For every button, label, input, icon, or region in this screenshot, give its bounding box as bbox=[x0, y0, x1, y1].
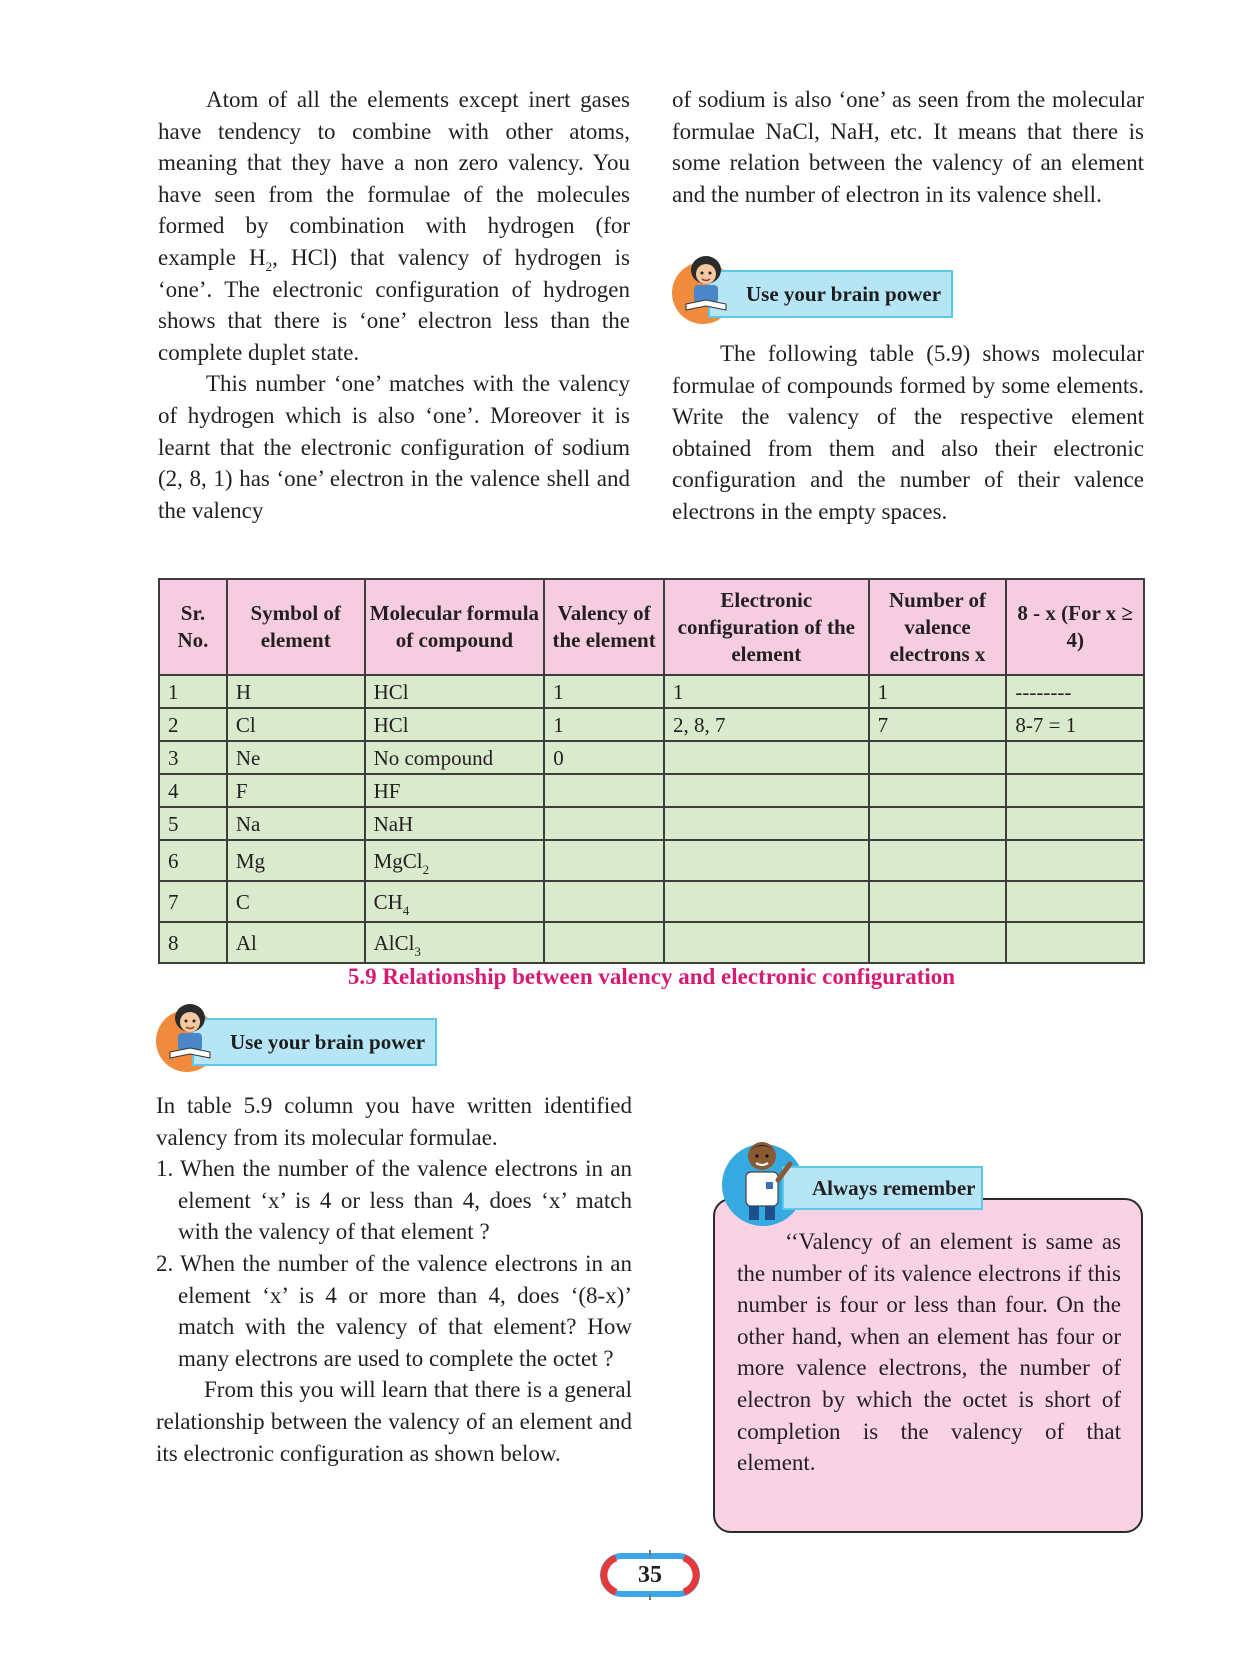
left-intro-column bbox=[158, 84, 630, 526]
cell-symbol: Al bbox=[227, 922, 365, 963]
cell-formula: No compound bbox=[365, 741, 545, 774]
cell-sr-no: 7 bbox=[159, 881, 227, 922]
cell-sr-no: 1 bbox=[159, 675, 227, 708]
right-intro-column bbox=[672, 84, 1144, 210]
table-body bbox=[159, 675, 1144, 963]
girl-reading-icon bbox=[166, 1002, 214, 1066]
cell-sr-no: 3 bbox=[159, 741, 227, 774]
cell-sr-no: 6 bbox=[159, 840, 227, 881]
table-instruction: The following table (5.9) shows molecular formulae of compounds formed by some elements. Write the valency of the respective element obtained from them and also their electronic configuration and the number of their valence electrons in the empty spaces. bbox=[672, 341, 1144, 524]
cell-symbol: Cl bbox=[227, 708, 365, 741]
cell-valency: 1 bbox=[544, 708, 664, 741]
table-header-row bbox=[159, 579, 1144, 675]
brain-power-label: Use your brain power bbox=[708, 270, 953, 318]
brain-power-badge bbox=[156, 1014, 456, 1068]
cell-valence-electrons: 7 bbox=[869, 708, 1007, 741]
cell-eight-minus-x bbox=[1006, 774, 1144, 807]
intro-continuation: of sodium is also ‘one’ as seen from the molecular formulae NaCl, NaH, etc. It means that there is some relation between the valency of an element and the number of electron in its valence shell. bbox=[672, 87, 1144, 207]
cell-symbol: C bbox=[227, 881, 365, 922]
cell-valence-electrons bbox=[869, 741, 1007, 774]
table-row bbox=[159, 708, 1144, 741]
cell-configuration bbox=[664, 881, 869, 922]
valency-table bbox=[158, 578, 1145, 964]
table-row bbox=[159, 675, 1144, 708]
cell-valence-electrons bbox=[869, 881, 1007, 922]
cell-valence-electrons bbox=[869, 774, 1007, 807]
table-row bbox=[159, 881, 1144, 922]
cell-symbol: Mg bbox=[227, 840, 365, 881]
brain-power-questions bbox=[156, 1090, 632, 1469]
brain-power-label: Use your brain power bbox=[192, 1018, 437, 1066]
cell-symbol: Na bbox=[227, 807, 365, 840]
table-row bbox=[159, 774, 1144, 807]
cell-symbol: F bbox=[227, 774, 365, 807]
questions-intro: In table 5.9 column you have written identified valency from its molecular formulae. bbox=[156, 1093, 632, 1150]
question-1: 1. When the number of the valence electrons in an element ‘x’ is 4 or less than 4, does ‘x’ match with the valency of that element ? bbox=[156, 1156, 632, 1245]
cell-formula: HF bbox=[365, 774, 545, 807]
cell-valency: 1 bbox=[544, 675, 664, 708]
header-sr-no: Sr. No. bbox=[159, 579, 227, 675]
table-row bbox=[159, 807, 1144, 840]
cell-valency bbox=[544, 881, 664, 922]
header-symbol: Symbol of element bbox=[227, 579, 365, 675]
cell-eight-minus-x: 8-7 = 1 bbox=[1006, 708, 1144, 741]
header-valency: Valency of the element bbox=[544, 579, 664, 675]
always-remember-text: ‘‘Valency of an element is same as the number of its valence electrons if this number is four or less than four. On the other hand, when an element has four or more valence electrons, the number of electron by which the octet is short of completion is the valency of that element. bbox=[737, 1229, 1121, 1476]
page-number: 35 bbox=[638, 1562, 662, 1588]
header-formula: Molecular formula of compound bbox=[365, 579, 545, 675]
table-row bbox=[159, 741, 1144, 774]
conclusion-paragraph: From this you will learn that there is a general relationship between the valency of an element and its electronic configuration as shown below. bbox=[156, 1377, 632, 1466]
cell-valency bbox=[544, 922, 664, 963]
header-eight-minus-x: 8 - x (For x ≥ 4) bbox=[1006, 579, 1144, 675]
cell-configuration: 2, 8, 7 bbox=[664, 708, 869, 741]
cell-valency bbox=[544, 807, 664, 840]
cell-configuration bbox=[664, 922, 869, 963]
page-number-badge bbox=[596, 1550, 704, 1600]
cell-eight-minus-x: -------- bbox=[1006, 675, 1144, 708]
cell-valence-electrons bbox=[869, 807, 1007, 840]
brain-power-badge bbox=[672, 266, 972, 320]
cell-valence-electrons: 1 bbox=[869, 675, 1007, 708]
cell-configuration bbox=[664, 741, 869, 774]
girl-reading-icon bbox=[682, 254, 730, 318]
cell-formula: HCl bbox=[365, 708, 545, 741]
cell-valence-electrons bbox=[869, 840, 1007, 881]
cell-symbol: Ne bbox=[227, 741, 365, 774]
cell-sr-no: 2 bbox=[159, 708, 227, 741]
always-remember-label: Always remember bbox=[782, 1166, 983, 1210]
boy-pointing-icon bbox=[734, 1134, 794, 1224]
cell-configuration bbox=[664, 774, 869, 807]
cell-formula: NaH bbox=[365, 807, 545, 840]
cell-sr-no: 4 bbox=[159, 774, 227, 807]
intro-paragraph-1: Atom of all the elements except inert gases have tendency to combine with other atoms, meaning that they have a non zero valency. You have seen from the formulae of the molecules formed by combination with hydrogen (for example $H_2$, HCl) that valency of hydrogen is ‘one’. The electronic configuration of hydrogen shows that there is ‘one’ electron less than the complete duplet state. bbox=[158, 87, 630, 365]
intro-paragraph-2: This number ‘one’ matches with the valency of hydrogen which is also ‘one’. Moreover it is learnt that the electronic configuration of sodium (2, 8, 1) has ‘one’ electron in the valence shell and the valency bbox=[158, 371, 630, 523]
header-configuration: Electronic configuration of the element bbox=[664, 579, 869, 675]
cell-eight-minus-x bbox=[1006, 840, 1144, 881]
cell-configuration bbox=[664, 840, 869, 881]
cell-formula: HCl bbox=[365, 675, 545, 708]
cell-eight-minus-x bbox=[1006, 741, 1144, 774]
cell-valency bbox=[544, 774, 664, 807]
cell-symbol: H bbox=[227, 675, 365, 708]
cell-sr-no: 8 bbox=[159, 922, 227, 963]
table-instruction-column bbox=[672, 338, 1144, 528]
cell-valence-electrons bbox=[869, 922, 1007, 963]
question-2: 2. When the number of the valence electrons in an element ‘x’ is 4 or more than 4, does ‘(8-x)’ match with the valency of that element? How many electrons are used to complete the octet ? bbox=[156, 1250, 632, 1371]
cell-eight-minus-x bbox=[1006, 807, 1144, 840]
cell-valency bbox=[544, 840, 664, 881]
table-caption: 5.9 Relationship between valency and electronic configuration bbox=[347, 964, 956, 989]
cell-configuration bbox=[664, 807, 869, 840]
table-row bbox=[159, 840, 1144, 881]
cell-sr-no: 5 bbox=[159, 807, 227, 840]
always-remember-box bbox=[713, 1198, 1143, 1533]
cell-eight-minus-x bbox=[1006, 881, 1144, 922]
cell-formula: MgCl$_2$ bbox=[365, 840, 545, 881]
table-row bbox=[159, 922, 1144, 963]
cell-configuration: 1 bbox=[664, 675, 869, 708]
cell-formula: $CH_4$ bbox=[365, 881, 545, 922]
header-valence-electrons: Number of valence electrons x bbox=[869, 579, 1007, 675]
cell-valency: 0 bbox=[544, 741, 664, 774]
cell-formula: AlCl$_3$ bbox=[365, 922, 545, 963]
cell-eight-minus-x bbox=[1006, 922, 1144, 963]
